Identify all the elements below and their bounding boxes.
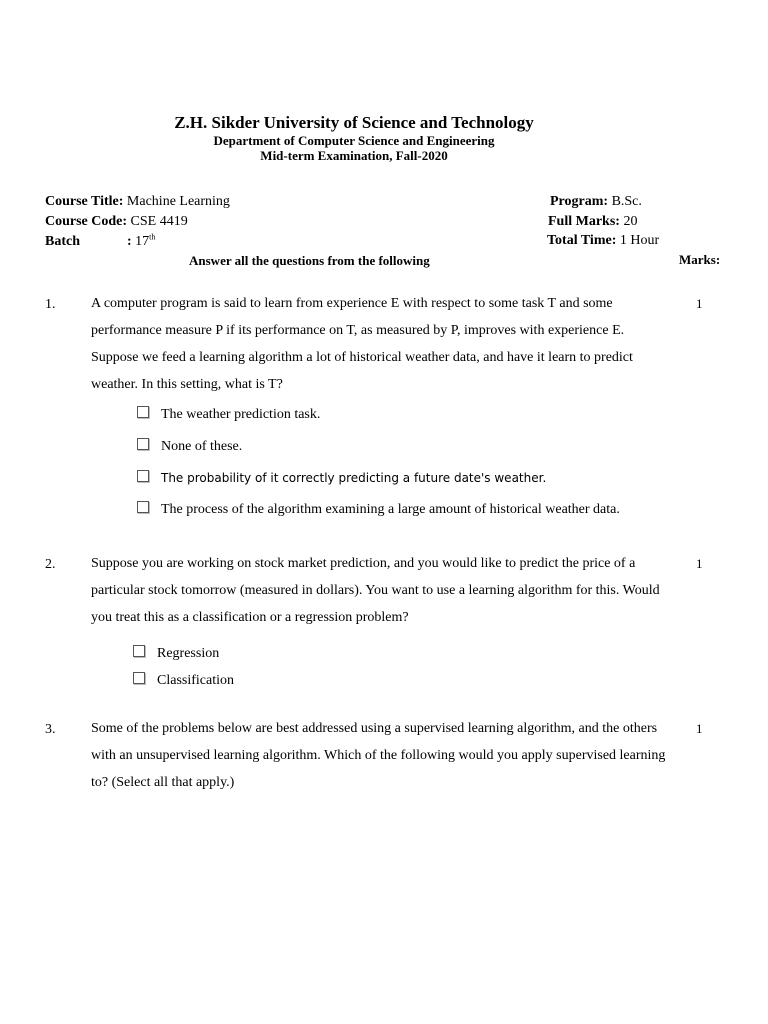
q1-option-3[interactable] (137, 471, 546, 485)
q1-option-4[interactable] (137, 502, 620, 518)
question-2-text: Suppose you are working on stock market prediction, and you would like to predict the price of a particular stock tomorrow (measured in dollars). You want to use a learning algorithm for this. Would you treat this as a classification or a regression problem? (91, 556, 660, 625)
batch-row (45, 234, 80, 250)
question-1-marks: 1 (696, 296, 703, 311)
batch-label: Batch (45, 234, 80, 249)
batch-value-row (127, 234, 155, 250)
option-label: None of these. (161, 439, 243, 454)
course-title-label: Course Title: (45, 194, 124, 209)
instruction: Answer all the questions from the following (189, 253, 430, 268)
exam-title: Mid-term Examination, Fall-2020 (260, 148, 448, 163)
option-label: Regression (157, 646, 220, 661)
option-label: The process of the algorithm examining a large amount of historical weather data. (161, 502, 620, 517)
question-1-text: A computer program is said to learn from experience E with respect to some task T and some performance measure P if its performance on T, as measured by P, improves with experience E. Suppose we feed a learning algorithm a lot of historical weather data, and have it learn to predict weather. In this setting, what is T? (91, 296, 633, 392)
question-2-marks: 1 (696, 556, 703, 571)
full-marks-label: Full Marks: (548, 214, 620, 229)
checkbox-icon[interactable] (137, 438, 149, 450)
marks-header: Marks: (679, 252, 721, 267)
q1-option-2[interactable] (137, 439, 242, 455)
total-time-label: Total Time: (547, 233, 617, 248)
full-marks-row (548, 214, 637, 230)
option-label: The probability of it correctly predicting a future date's weather. (161, 471, 547, 485)
question-1-number: 1. (45, 297, 56, 312)
checkbox-icon[interactable] (133, 672, 145, 684)
course-title-value: Machine Learning (126, 194, 230, 209)
course-code-value: CSE 4419 (130, 214, 188, 229)
total-time-row (547, 233, 659, 249)
checkbox-icon[interactable] (137, 501, 149, 513)
course-code-label: Course Code: (45, 214, 128, 229)
question-2-number: 2. (45, 557, 56, 572)
program-value: B.Sc. (611, 194, 642, 209)
course-title-row (45, 194, 230, 210)
option-label: The weather prediction task. (161, 407, 321, 422)
q1-option-1[interactable] (137, 407, 320, 423)
question-3-text: Some of the problems below are best addressed using a supervised learning algorithm, and the others with an unsupervised learning algorithm. Which of the following would you apply supervised learning to? (Select all that apply.) (91, 721, 666, 790)
option-label: Classification (157, 673, 234, 688)
checkbox-icon[interactable] (137, 470, 149, 482)
program-label: Program: (550, 194, 609, 209)
question-3-number: 3. (45, 722, 56, 737)
department-name: Department of Computer Science and Engineering (213, 133, 495, 148)
course-code-row (45, 214, 188, 230)
full-marks-value: 20 (623, 214, 638, 229)
batch-suffix: th (149, 232, 156, 242)
question-3-marks: 1 (696, 721, 703, 736)
q2-option-1[interactable] (133, 646, 219, 662)
batch-separator: : (127, 234, 132, 249)
checkbox-icon[interactable] (133, 645, 145, 657)
university-name: Z.H. Sikder University of Science and Technology (174, 113, 534, 132)
batch-value: 17 (135, 234, 150, 249)
checkbox-icon[interactable] (137, 406, 149, 418)
program-row (550, 194, 642, 210)
total-time-value: 1 Hour (619, 233, 660, 248)
q2-option-2[interactable] (133, 673, 234, 689)
